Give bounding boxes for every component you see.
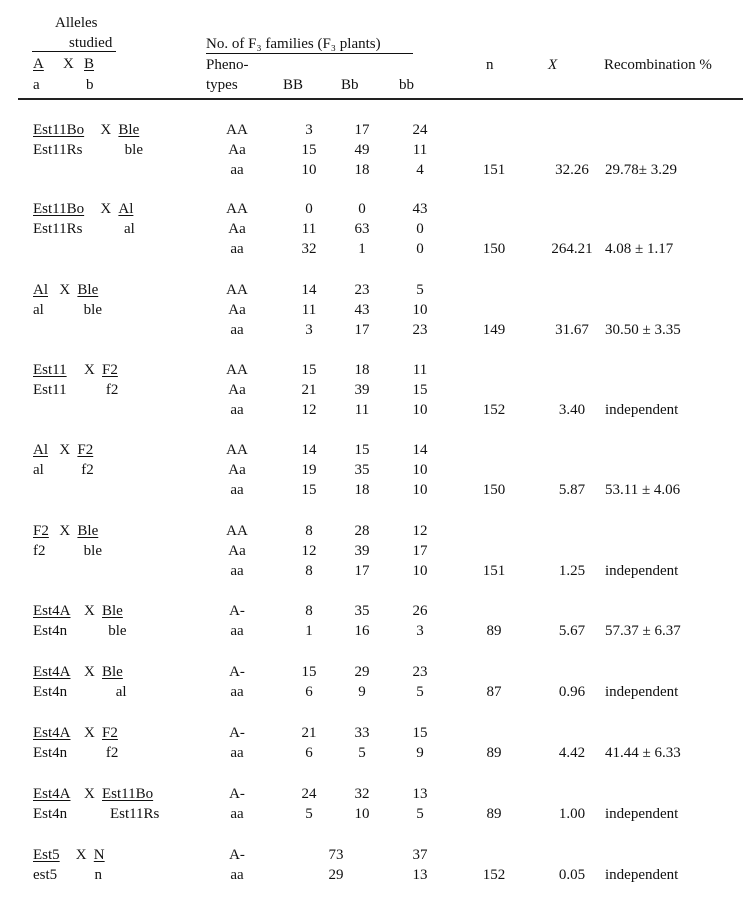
count-bb: 13	[412, 867, 428, 883]
count-Bb: 0	[358, 201, 366, 217]
allele-b: ble	[108, 623, 127, 639]
allele-a: Est4n	[33, 623, 68, 639]
allele-A: Est4A	[33, 786, 71, 802]
phenotype-cell: aa	[230, 623, 244, 639]
allele-B: F2	[102, 725, 118, 741]
phenotype-cell: Aa	[228, 462, 246, 478]
header-recombination: Recombination %	[604, 57, 712, 73]
phenotype-cell: Aa	[228, 221, 246, 237]
count-BB: 15	[301, 362, 317, 378]
count-bb: 10	[412, 482, 428, 498]
count-Bb: 29	[328, 867, 344, 883]
chi-square-value: 0.05	[558, 867, 586, 883]
allele-B: N	[93, 847, 105, 863]
phenotype-cell: Aa	[228, 543, 246, 559]
allele-b: n	[94, 867, 102, 883]
count-bb: 14	[412, 442, 428, 458]
cross-symbol: X	[84, 786, 95, 802]
count-bb: 13	[412, 786, 428, 802]
count-BB: 8	[305, 603, 313, 619]
phenotype-cell: aa	[230, 806, 244, 822]
count-BB: 21	[301, 725, 317, 741]
chi-square-value: 0.96	[558, 684, 586, 700]
count-bb: 10	[412, 402, 428, 418]
recombination-value: independent	[605, 806, 679, 822]
count-Bb: 18	[354, 362, 370, 378]
n-value: 150	[482, 241, 506, 257]
cross-symbol: X	[84, 664, 95, 680]
recombination-value: 57.37 ± 6.37	[605, 623, 681, 639]
allele-a: f2	[33, 543, 46, 559]
cross-symbol: X	[59, 282, 71, 298]
count-Bb: 17	[354, 322, 370, 338]
count-bb: 26	[412, 603, 428, 619]
count-BB: 15	[301, 664, 317, 680]
count-bb: 15	[412, 725, 428, 741]
count-BB: 3	[305, 322, 313, 338]
count-bb: 10	[412, 563, 428, 579]
recombination-value: independent	[605, 563, 679, 579]
header-divider	[18, 98, 743, 100]
count-Bb: 11	[354, 402, 370, 418]
alleles-label-line2: studied	[69, 35, 113, 51]
recombination-value: independent	[605, 867, 679, 883]
count-BB: 3	[305, 122, 313, 138]
count-bb: 43	[412, 201, 428, 217]
count-Bb: 39	[354, 543, 370, 559]
chi-square-value: 1.00	[558, 806, 586, 822]
allele-a: Est4n	[33, 806, 68, 822]
allele-b: f2	[81, 462, 94, 478]
phenotype-cell: aa	[230, 162, 244, 178]
chi-square-value: 32.26	[555, 162, 589, 178]
count-bb: 9	[416, 745, 424, 761]
header-col-A: A	[33, 56, 44, 72]
count-BB: 15	[301, 482, 317, 498]
count-BB: 11	[301, 302, 317, 318]
count-Bb: 43	[354, 302, 370, 318]
count-Bb: 39	[354, 382, 370, 398]
count-BB: 10	[301, 162, 317, 178]
count-Bb: 18	[354, 162, 370, 178]
count-Bb: 35	[354, 462, 370, 478]
count-BB: 5	[305, 806, 313, 822]
count-Bb: 29	[354, 664, 370, 680]
count-bb: 5	[416, 282, 424, 298]
header-col-b: b	[86, 77, 94, 93]
count-bb: 37	[412, 847, 428, 863]
count-Bb: 10	[354, 806, 370, 822]
phenotype-cell: A-	[229, 847, 245, 863]
count-BB: 24	[301, 786, 317, 802]
cross-symbol: X	[84, 725, 95, 741]
count-bb: 11	[412, 362, 428, 378]
count-bb: 17	[412, 543, 428, 559]
phenotype-cell: AA	[226, 201, 248, 217]
allele-A: Est11Bo	[33, 201, 85, 217]
phenotype-cell: A-	[229, 725, 245, 741]
recombination-value: independent	[605, 402, 679, 418]
cross-symbol: X	[59, 442, 71, 458]
count-bb: 3	[416, 623, 424, 639]
count-Bb: 5	[358, 745, 366, 761]
chi-square-value: 1.25	[558, 563, 586, 579]
n-value: 152	[482, 867, 506, 883]
count-BB: 32	[301, 241, 317, 257]
phenotype-cell: aa	[230, 563, 244, 579]
count-BB: 11	[301, 221, 317, 237]
n-value: 149	[482, 322, 506, 338]
phenotype-cell: aa	[230, 402, 244, 418]
n-value: 151	[482, 563, 506, 579]
cross-symbol: X	[84, 362, 95, 378]
count-bb: 23	[412, 322, 428, 338]
phenotype-cell: aa	[230, 322, 244, 338]
recombination-value: 53.11 ± 4.06	[605, 482, 681, 498]
phenotype-cell: aa	[230, 684, 244, 700]
allele-A: Est4A	[33, 664, 71, 680]
allele-B: F2	[102, 362, 118, 378]
count-BB: 6	[305, 745, 313, 761]
count-bb: 15	[412, 382, 428, 398]
count-Bb: 9	[358, 684, 366, 700]
header-col-B: B	[84, 56, 95, 72]
count-BB: 8	[305, 523, 313, 539]
count-Bb: 16	[354, 623, 370, 639]
count-BB: 8	[305, 563, 313, 579]
count-BB: 6	[305, 684, 313, 700]
recombination-value: 41.44 ± 6.33	[605, 745, 681, 761]
count-BB: 1	[305, 623, 313, 639]
count-Bb: 28	[354, 523, 370, 539]
allele-A: Al	[33, 442, 48, 458]
header-Bb: Bb	[341, 77, 359, 93]
count-bb: 10	[412, 462, 428, 478]
header-BB: BB	[283, 77, 304, 93]
count-bb: 5	[416, 684, 424, 700]
count-bb: 12	[412, 523, 428, 539]
header-bb: bb	[399, 77, 414, 93]
allele-b: Est11Rs	[109, 806, 160, 822]
allele-a: Est4n	[33, 745, 68, 761]
allele-b: ble	[83, 543, 102, 559]
allele-a: al	[33, 302, 44, 318]
chi-square-value: 31.67	[555, 322, 589, 338]
allele-b: al	[123, 221, 135, 237]
allele-a: est5	[33, 867, 58, 883]
cross-symbol: X	[100, 122, 112, 138]
count-Bb: 1	[358, 241, 366, 257]
allele-b: f2	[105, 745, 119, 761]
n-value: 152	[482, 402, 506, 418]
phenotype-cell: A-	[229, 786, 245, 802]
families-title: No. of F₃ families (F₃ plants)	[206, 36, 381, 52]
allele-B: F2	[77, 442, 94, 458]
recombination-value: 29.78± 3.29	[605, 162, 677, 178]
allele-A: Est11Bo	[33, 122, 85, 138]
count-bb: 23	[412, 664, 428, 680]
allele-A: Al	[33, 282, 48, 298]
allele-A: F2	[33, 523, 49, 539]
count-BB: 14	[301, 442, 317, 458]
count-BB: 0	[305, 201, 313, 217]
allele-b: ble	[124, 142, 143, 158]
allele-A: Est11	[33, 362, 67, 378]
header-col-a: a	[33, 77, 40, 93]
count-Bb: 63	[354, 221, 370, 237]
phenotype-cell: aa	[230, 482, 244, 498]
alleles-header-rule	[32, 51, 116, 52]
count-bb: 0	[416, 221, 424, 237]
phenotype-cell: AA	[226, 122, 248, 138]
allele-b: ble	[83, 302, 102, 318]
phenotype-cell: aa	[230, 241, 244, 257]
count-Bb: 15	[354, 442, 370, 458]
allele-A: Est4A	[33, 603, 71, 619]
count-Bb: 49	[354, 142, 370, 158]
count-bb: 5	[416, 806, 424, 822]
count-bb: 4	[416, 162, 424, 178]
n-value: 89	[486, 745, 502, 761]
allele-a: Est4n	[33, 684, 68, 700]
allele-B: Ble	[102, 603, 123, 619]
allele-a: Est11	[33, 382, 67, 398]
count-BB: 15	[301, 142, 317, 158]
chi-square-value: 264.21	[551, 241, 593, 257]
allele-B: Ble	[77, 523, 99, 539]
phenotypes-label-line1: Pheno-	[206, 57, 249, 73]
n-value: 89	[486, 806, 502, 822]
count-BB: 12	[301, 543, 317, 559]
recombination-value: independent	[605, 684, 679, 700]
phenotype-cell: AA	[226, 362, 248, 378]
count-BB: 14	[301, 282, 317, 298]
header-chi-square: X	[548, 57, 558, 73]
allele-A: Est4A	[33, 725, 71, 741]
count-Bb: 23	[354, 282, 370, 298]
count-Bb: 33	[354, 725, 370, 741]
phenotype-cell: aa	[230, 867, 244, 883]
count-Bb: 32	[354, 786, 370, 802]
count-bb: 24	[412, 122, 428, 138]
allele-b: f2	[105, 382, 119, 398]
header-n: n	[486, 57, 494, 73]
n-value: 87	[486, 684, 502, 700]
phenotype-cell: AA	[226, 442, 248, 458]
allele-A: Est5	[33, 847, 60, 863]
chi-square-value: 4.42	[558, 745, 586, 761]
phenotypes-label-line2: types	[206, 77, 238, 93]
families-header-rule	[206, 53, 413, 54]
recombination-value: 30.50 ± 3.35	[605, 322, 681, 338]
count-bb: 10	[412, 302, 428, 318]
allele-a: Est11Rs	[33, 142, 83, 158]
allele-B: Ble	[102, 664, 123, 680]
phenotype-cell: Aa	[228, 382, 246, 398]
allele-B: Ble	[118, 122, 140, 138]
phenotype-cell: Aa	[228, 142, 246, 158]
header-col-X: X	[63, 56, 74, 72]
alleles-label-line1: Alleles	[55, 15, 98, 31]
chi-square-value: 5.67	[558, 623, 586, 639]
phenotype-cell: AA	[226, 523, 248, 539]
cross-symbol: X	[100, 201, 112, 217]
count-Bb: 17	[354, 563, 370, 579]
cross-symbol: X	[84, 603, 95, 619]
allele-B: Ble	[77, 282, 99, 298]
count-Bb: 73	[328, 847, 344, 863]
n-value: 89	[486, 623, 502, 639]
phenotype-cell: aa	[230, 745, 244, 761]
cross-symbol: X	[75, 847, 87, 863]
count-bb: 11	[412, 142, 428, 158]
phenotype-cell: A-	[229, 664, 245, 680]
allele-a: al	[33, 462, 44, 478]
chi-square-value: 3.40	[558, 402, 586, 418]
count-Bb: 18	[354, 482, 370, 498]
count-BB: 21	[301, 382, 317, 398]
allele-a: Est11Rs	[33, 221, 83, 237]
count-Bb: 17	[354, 122, 370, 138]
n-value: 151	[482, 162, 506, 178]
chi-square-value: 5.87	[558, 482, 586, 498]
allele-b: al	[115, 684, 127, 700]
allele-B: Al	[118, 201, 134, 217]
count-Bb: 35	[354, 603, 370, 619]
n-value: 150	[482, 482, 506, 498]
allele-B: Est11Bo	[102, 786, 154, 802]
count-BB: 19	[301, 462, 317, 478]
count-BB: 12	[301, 402, 317, 418]
phenotype-cell: Aa	[228, 302, 246, 318]
cross-symbol: X	[59, 523, 71, 539]
phenotype-cell: A-	[229, 603, 245, 619]
phenotype-cell: AA	[226, 282, 248, 298]
recombination-value: 4.08 ± 1.17	[605, 241, 674, 257]
count-bb: 0	[416, 241, 424, 257]
